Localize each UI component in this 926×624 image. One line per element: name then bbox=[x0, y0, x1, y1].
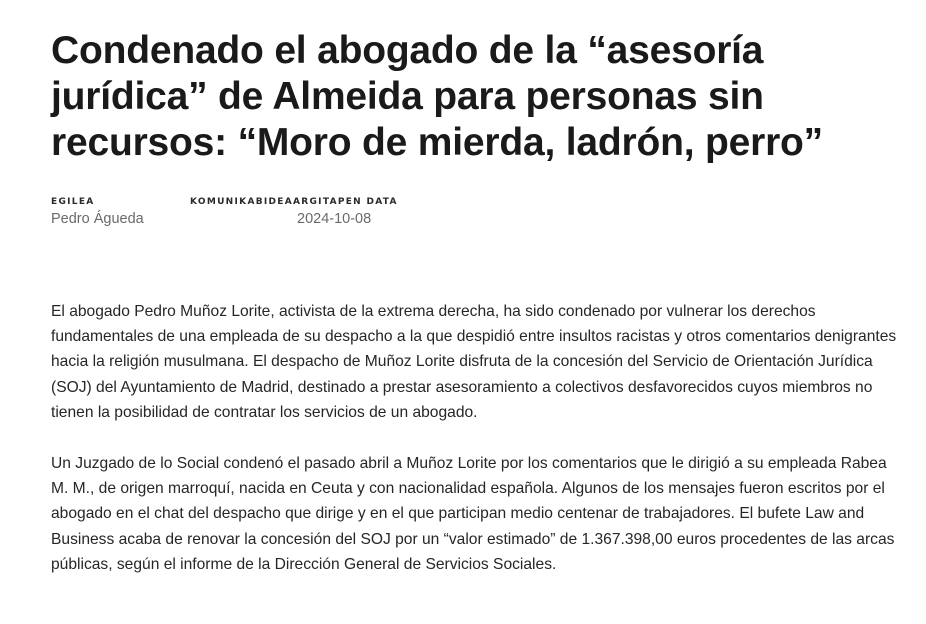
article-body bbox=[51, 299, 901, 603]
article-paragraph: Un Juzgado de lo Social condenó el pasado abril a Muñoz Lorite por los comentarios que le dirigió a su empleada Rabea M. M., de origen marroquí, nacida en Ceuta y con nacionalidad española. Algunos de los mensajes fueron escritos por el abogado en el chat del despacho que dirige y en el que participan medio centenar de trabajadores. El bufete Law and Business acaba de renovar la concesión del SOJ por un “valor estimado” de 1.367.398,00 euros procedentes de las arcas públicas, según el informe de la Dirección General de Servicios Sociales. bbox=[51, 455, 895, 573]
article bbox=[51, 0, 901, 573]
publication-date-block bbox=[190, 196, 430, 228]
publication-date: 2024-10-08 bbox=[297, 211, 372, 227]
author-name: Pedro Águeda bbox=[51, 211, 144, 227]
author-block bbox=[51, 196, 190, 228]
publication-date-label: KOMUNIKABIDEAARGITAPEN DATA bbox=[190, 197, 398, 207]
article-meta bbox=[51, 196, 430, 228]
author-label: EGILEA bbox=[51, 197, 95, 207]
article-paragraph: El abogado Pedro Muñoz Lorite, activista de la extrema derecha, ha sido condenado por vulnerar los derechos fundamentales de una empleada de su despacho a la que despidió entre insultos racistas y otros comentarios denigrantes hacia la religión musulmana. El despacho de Muñoz Lorite disfruta de la concesión del Servicio de Orientación Jurídica (SOJ) del Ayuntamiento de Madrid, destinado a prestar asesoramiento a colectivos desfavorecidos cuyos miembros no tienen la posibilidad de contratar los servicios de un abogado. bbox=[51, 303, 897, 421]
article-headline: Condenado el abogado de la “asesoría jurídica” de Almeida para personas sin recursos: “Moro de mierda, ladrón, perro” bbox=[51, 29, 823, 164]
